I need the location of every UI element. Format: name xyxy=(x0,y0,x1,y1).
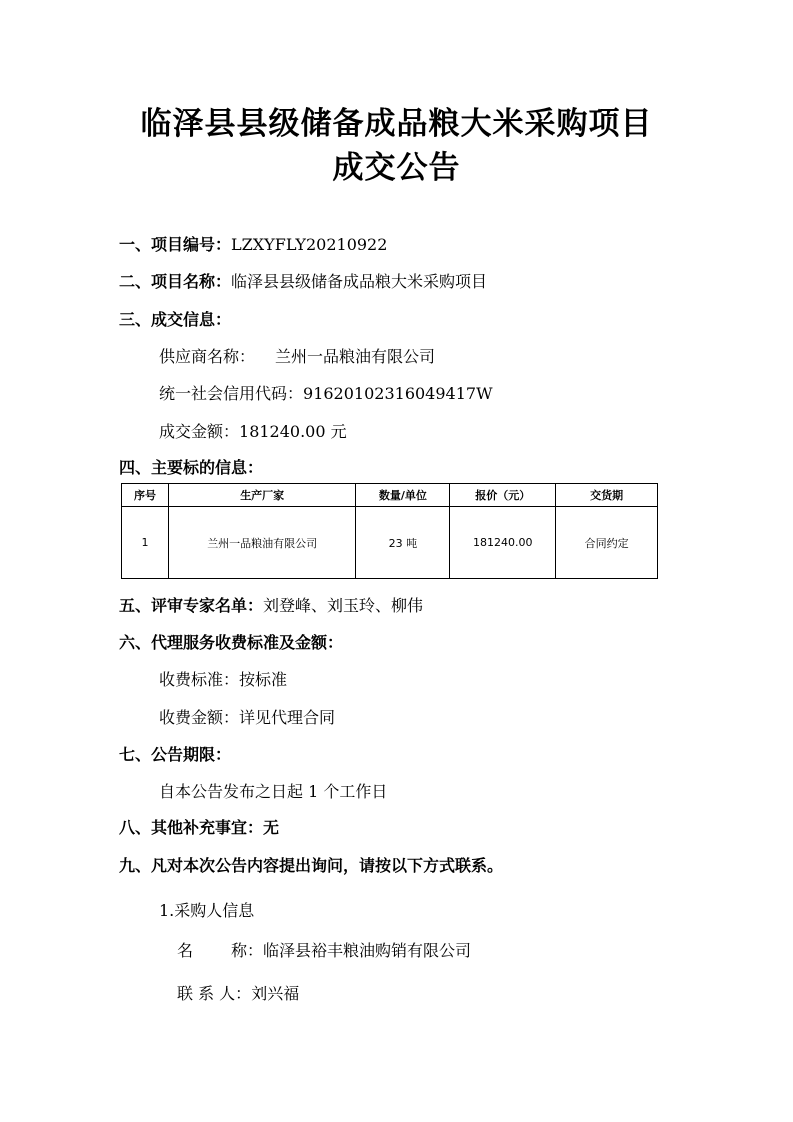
purchaser-info-row xyxy=(159,900,254,922)
other-matters-value: 无 xyxy=(263,818,280,837)
deal-info-label: 三、成交信息： xyxy=(119,310,232,329)
contact-person-row xyxy=(177,983,299,1005)
fee-amount-value: 详见代理合同 xyxy=(239,708,336,727)
table-cell: 1 xyxy=(122,507,169,579)
notice-period-heading xyxy=(119,744,231,766)
page-title: 临泽县县级储备成品粮大米采购项目 xyxy=(140,106,653,142)
deal-amount-value: 181240.00 元 xyxy=(239,422,347,441)
credit-code-label: 统一社会信用代码： xyxy=(159,384,304,403)
purchaser-name-row xyxy=(177,940,471,962)
deal-amount-label: 成交金额： xyxy=(159,422,240,441)
purchaser-info-label: 1.采购人信息 xyxy=(159,901,255,920)
table-header-cell: 序号 xyxy=(122,484,169,507)
fee-standard-row xyxy=(159,669,287,691)
fee-standard-value: 按标准 xyxy=(239,670,288,689)
project-number-value: LZXYFLY20210922 xyxy=(231,235,388,254)
deal-info-heading xyxy=(119,309,231,331)
table-header-cell: 生产厂家 xyxy=(168,484,356,507)
experts-value: 刘登峰、刘玉玲、柳伟 xyxy=(263,596,424,615)
project-number-label: 一、项目编号： xyxy=(119,235,232,254)
project-name-label: 二、项目名称： xyxy=(119,272,232,291)
table-cell: 合同约定 xyxy=(556,507,658,579)
table-header-cell: 交货期 xyxy=(556,484,658,507)
page-subtitle: 成交公告 xyxy=(332,150,461,186)
supplier-value: 兰州一品粮油有限公司 xyxy=(275,347,436,366)
credit-code-value: 91620102316049417W xyxy=(303,384,493,403)
fee-amount-label: 收费金额： xyxy=(159,708,240,727)
supplier-row xyxy=(159,346,435,368)
subject-info-heading xyxy=(119,457,263,479)
contact-person-label: 联 系 人： xyxy=(177,984,252,1003)
purchaser-name-value: 临泽县裕丰粮油购销有限公司 xyxy=(263,941,472,960)
table-cell: 23 吨 xyxy=(356,507,450,579)
project-name-row xyxy=(119,271,487,293)
other-matters-label: 八、其他补充事宜： xyxy=(119,818,264,837)
notice-period-row xyxy=(159,781,387,803)
experts-label: 五、评审专家名单： xyxy=(119,596,264,615)
table-header-row xyxy=(122,484,658,507)
other-matters-row xyxy=(119,817,279,839)
fee-standard-label: 收费标准： xyxy=(159,670,240,689)
notice-period-label: 七、公告期限： xyxy=(119,745,232,764)
table-row xyxy=(122,507,658,579)
project-name-value: 临泽县县级储备成品粮大米采购项目 xyxy=(231,272,488,291)
supplier-label: 供应商名称： xyxy=(159,347,256,366)
purchaser-name-label-b: 称： xyxy=(231,941,264,960)
contact-person-value: 刘兴福 xyxy=(251,984,300,1003)
fee-amount-row xyxy=(159,707,335,729)
contact-heading xyxy=(119,855,503,877)
subject-table xyxy=(121,483,658,579)
table-cell: 兰州一品粮油有限公司 xyxy=(168,507,356,579)
credit-code-row xyxy=(159,383,493,405)
table-header-cell: 数量/单位 xyxy=(356,484,450,507)
notice-period-value: 自本公告发布之日起 1 个工作日 xyxy=(159,782,388,801)
purchaser-name-label-a: 名 xyxy=(177,941,194,960)
subject-info-label: 四、主要标的信息： xyxy=(119,458,264,477)
table-cell: 181240.00 xyxy=(450,507,556,579)
deal-amount-row xyxy=(159,421,347,443)
experts-row xyxy=(119,595,423,617)
table-header-cell: 报价（元） xyxy=(450,484,556,507)
project-number-row xyxy=(119,234,387,256)
agency-fee-label: 六、代理服务收费标准及金额： xyxy=(119,633,344,652)
agency-fee-heading xyxy=(119,632,343,654)
contact-heading-label: 九、凡对本次公告内容提出询问，请按以下方式联系。 xyxy=(119,856,504,875)
